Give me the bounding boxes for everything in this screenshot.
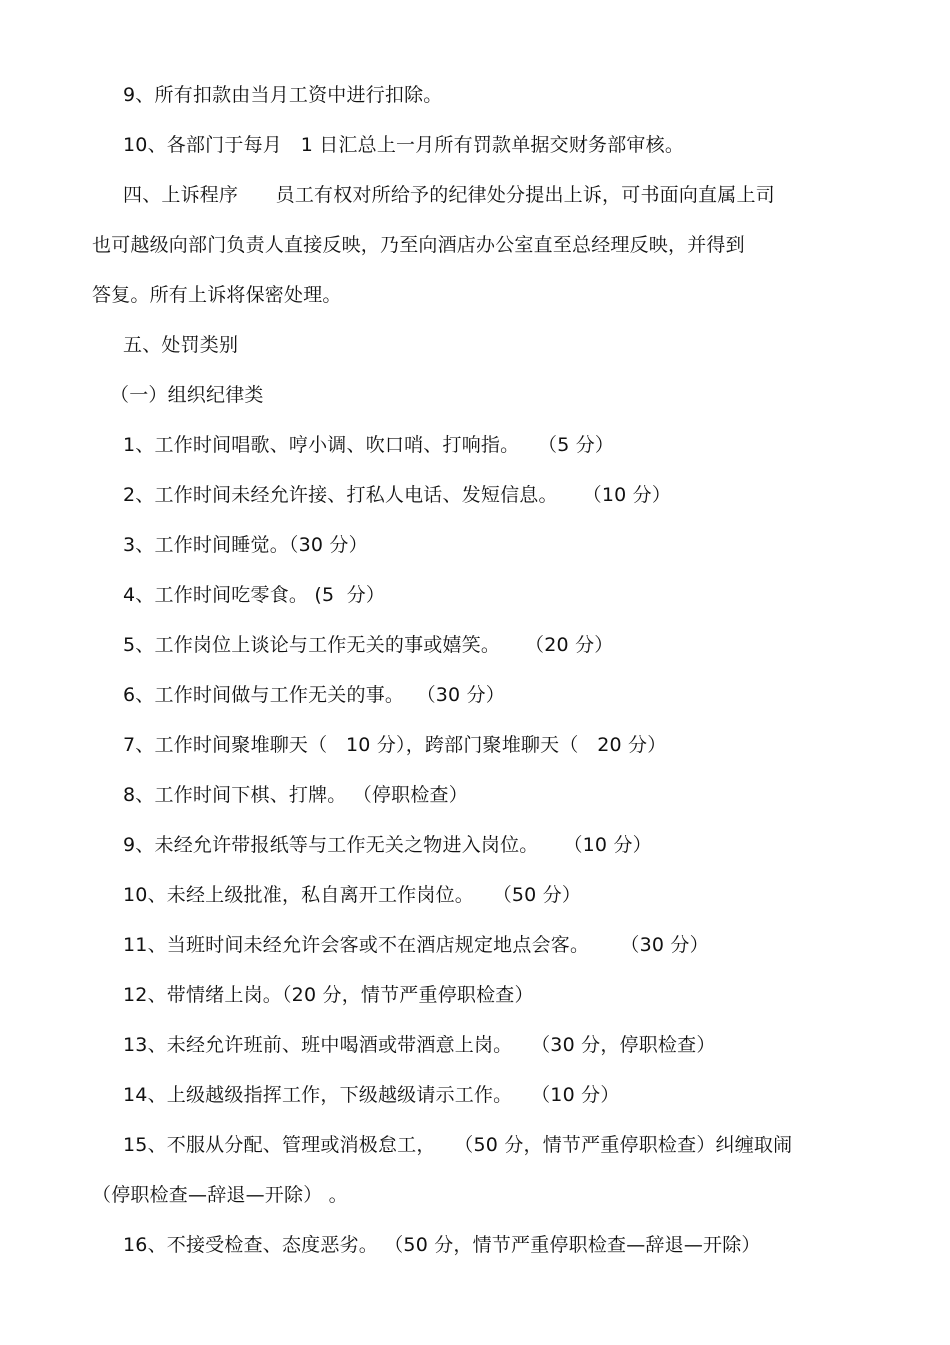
section-4-appeal-end: 答复。所有上诉将保密处理。 xyxy=(92,284,342,306)
item-1: 1、工作时间唱歌、哼小调、吹口哨、打响指。 （5 分） xyxy=(123,434,615,456)
item-15-continued: （停职检查—辞退—开除） 。 xyxy=(92,1184,348,1206)
item-6: 6、工作时间做与工作无关的事。 （30 分） xyxy=(123,684,505,706)
item-5: 5、工作岗位上谈论与工作无关的事或嬉笑。 （20 分） xyxy=(123,634,614,656)
item-12: 12、带情绪上岗。（20 分，情节严重停职检查） xyxy=(123,984,534,1006)
item-14: 14、上级越级指挥工作，下级越级请示工作。 （10 分） xyxy=(123,1084,620,1106)
section-4-appeal-heading: 四、上诉程序 员工有权对所给予的纪律处分提出上诉，可书面向直属上司 xyxy=(123,184,775,206)
item-7: 7、工作时间聚堆聊天（ 10 分），跨部门聚堆聊天（ 20 分） xyxy=(123,734,667,756)
section-5-heading: 五、处罚类别 xyxy=(123,334,239,356)
item-13: 13、未经允许班前、班中喝酒或带酒意上岗。 （30 分，停职检查） xyxy=(123,1034,716,1056)
item-15: 15、不服从分配、管理或消极怠工， （50 分，情节严重停职检查）纠缠取闹 xyxy=(123,1134,793,1156)
item-16: 16、不接受检查、态度恶劣。 （50 分，情节严重停职检查—辞退—开除） xyxy=(123,1234,761,1256)
item-2: 2、工作时间未经允许接、打私人电话、发短信息。 （10 分） xyxy=(123,484,672,506)
item-11: 11、当班时间未经允许会客或不在酒店规定地点会客。 （30 分） xyxy=(123,934,709,956)
rule-10-monthly-summary: 10、各部门于每月 1 日汇总上一月所有罚款单据交财务部审核。 xyxy=(123,134,685,156)
section-4-appeal-continued: 也可越级向部门负责人直接反映，乃至向酒店办公室直至总经理反映，并得到 xyxy=(92,234,745,256)
item-9: 9、未经允许带报纸等与工作无关之物进入岗位。 （10 分） xyxy=(123,834,652,856)
subsection-1-heading: （一）组织纪律类 xyxy=(110,384,264,406)
item-10: 10、未经上级批准，私自离开工作岗位。 （50 分） xyxy=(123,884,582,906)
item-4: 4、工作时间吃零食。 (5 分） xyxy=(123,584,386,606)
item-8: 8、工作时间下棋、打牌。 （停职检查） xyxy=(123,784,468,806)
rule-9-deduction: 9、所有扣款由当月工资中进行扣除。 xyxy=(123,84,443,106)
item-3: 3、工作时间睡觉。（30 分） xyxy=(123,534,368,556)
